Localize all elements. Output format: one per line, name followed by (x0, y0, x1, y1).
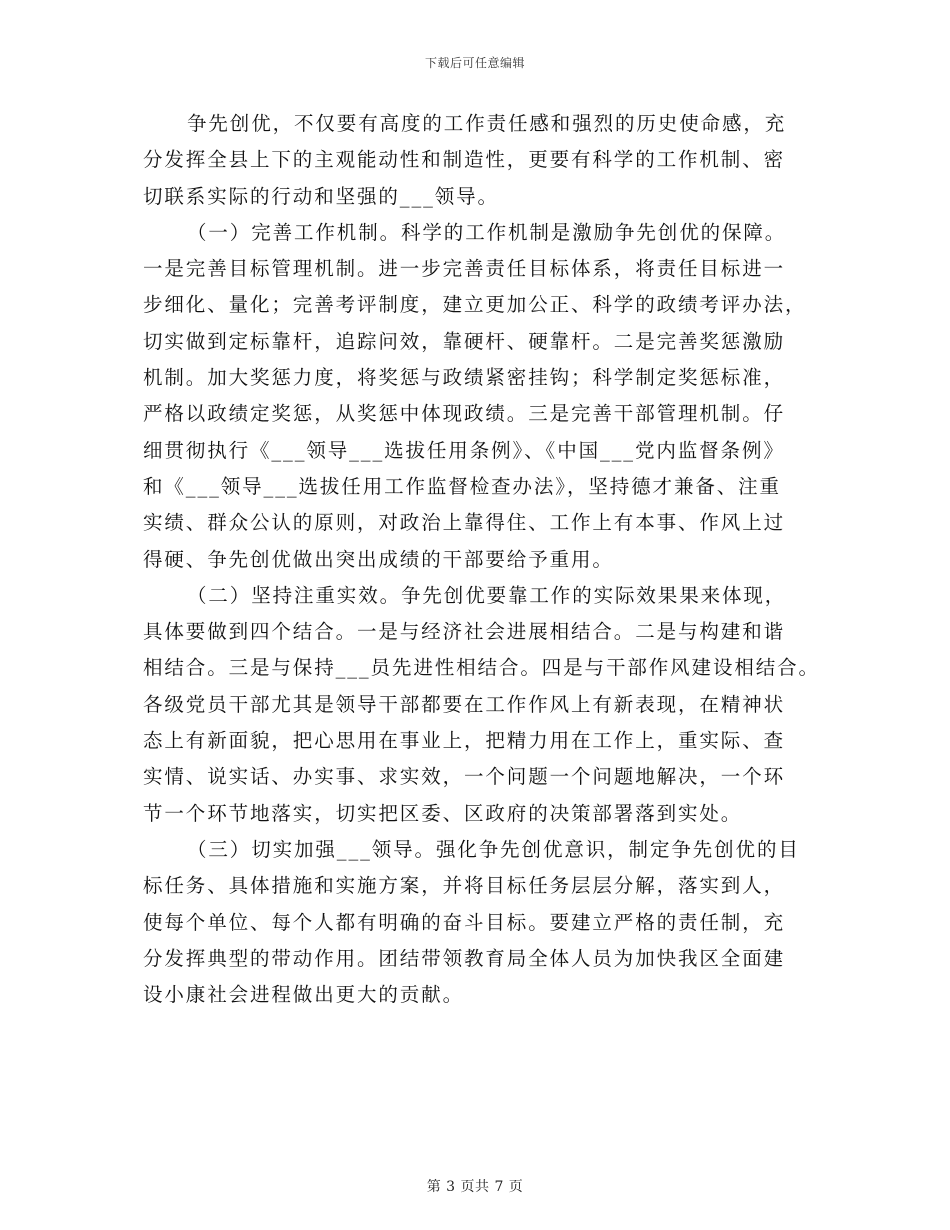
paragraph-section-2 (143, 578, 823, 832)
text-line: （一）完善工作机制。科学的工作机制是激励争先创优的保障。 (187, 220, 787, 244)
text-line: 态上有新面貌，把心思用在事业上，把精力用在工作上，重实际、查 (143, 729, 786, 753)
paragraph-intro (143, 106, 823, 215)
text-line: 细贯彻执行《___领导___选拔任用条例》、《中国___党内监督条例》 (143, 438, 785, 462)
text-line: 切实做到定标靠杆，追踪问效，靠硬杆、硬靠杆。二是完善奖惩激励 (143, 329, 786, 353)
text-line: （二）坚持注重实效。争先创优要靠工作的实际效果果来体现， (187, 583, 787, 607)
text-line: 分发挥全县上下的主观能动性和制造性，更要有科学的工作机制、密 (143, 148, 786, 172)
text-line: 相结合。三是与保持___员先进性相结合。四是与干部作风建设相结合。 (143, 656, 820, 680)
document-body (143, 106, 823, 1013)
text-line: 设小康社会进程做出更大的贡献。 (143, 983, 465, 1007)
text-line: 各级党员干部尤其是领导干部都要在工作作风上有新表现，在精神状 (143, 692, 786, 716)
text-line: 实情、说实话、办实事、求实效，一个问题一个问题地解决，一个环 (143, 765, 786, 789)
text-line: 争先创优，不仅要有高度的工作责任感和强烈的历史使命感，充 (187, 112, 787, 135)
text-line: 实绩、群众公认的原则，对政治上靠得住、工作上有本事、作风上过 (143, 511, 786, 535)
text-line: 标任务、具体措施和实施方案，并将目标任务层层分解，落实到人， (143, 874, 786, 898)
text-line: 步细化、量化；完善考评制度，建立更加公正、科学的政绩考评办法， (143, 293, 807, 317)
text-line: 切联系实际的行动和坚强的___领导。 (143, 184, 499, 208)
text-line: 和《___领导___选拔任用工作监督检查办法》，坚持德才兼备、注重 (143, 474, 781, 498)
text-line: 一是完善目标管理机制。进一步完善责任目标体系，将责任目标进一 (143, 257, 786, 281)
text-line: 具体要做到四个结合。一是与经济社会进展相结合。二是与构建和谐 (143, 620, 786, 644)
text-line: 分发挥典型的带动作用。团结带领教育局全体人员为加快我区全面建 (143, 946, 786, 970)
page-number-footer: 第 3 页共 7 页 (426, 1179, 524, 1195)
text-line: 机制。加大奖惩力度，将奖惩与政绩紧密挂钩；科学制定奖惩标准， (143, 366, 786, 390)
paragraph-section-3 (143, 832, 823, 1013)
paragraph-section-1 (143, 215, 823, 578)
text-line: 使每个单位、每个人都有明确的奋斗目标。要建立严格的责任制，充 (143, 910, 786, 934)
page-header: 下载后可任意编辑 (424, 56, 525, 70)
text-line: 得硬、争先创优做出突出成绩的干部要给予重用。 (143, 547, 614, 571)
text-line: （三）切实加强___领导。强化争先创优意识，制定争先创优的目 (187, 837, 800, 861)
text-line: 节一个环节地落实，切实把区委、区政府的决策部署落到实处。 (143, 801, 743, 825)
text-line: 严格以政绩定奖惩，从奖惩中体现政绩。三是完善干部管理机制。仔 (143, 402, 786, 426)
